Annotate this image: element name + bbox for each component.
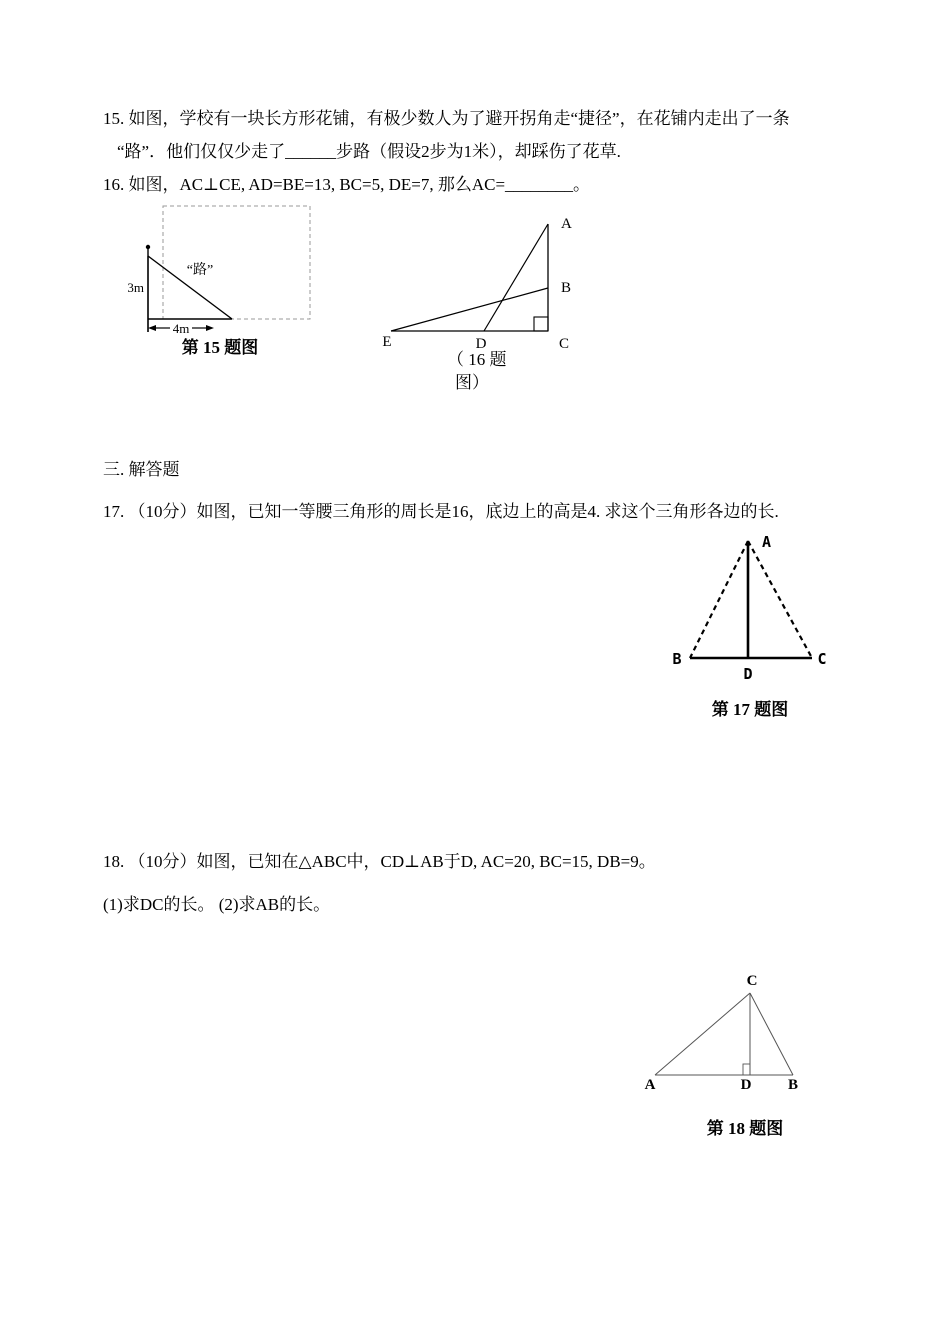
question-16-line1: 16. 如图，AC⊥CE, AD=BE=13, BC=5, DE=7, 那么AC=________。: [103, 175, 591, 194]
figure-15-diagram: [118, 196, 333, 341]
point-D-label: D: [743, 665, 753, 683]
point-A-label: A: [762, 533, 772, 551]
figure-16-caption-line2: 图）: [455, 373, 489, 392]
point-D-label: D: [740, 1077, 752, 1092]
figure-17-caption: 第 17 题图: [711, 700, 789, 719]
question-18-line2: (1)求DC的长。 (2)求AB的长。: [103, 895, 331, 914]
question-15-line2: “路”．他们仅仅少走了______步路（假设2步为1米），却踩伤了花草.: [117, 142, 621, 161]
point-C-label: C: [817, 650, 827, 668]
dimension-arrow-left-icon: [148, 325, 156, 331]
segment-AC-dashed: [748, 541, 812, 658]
point-D-label: D: [475, 336, 487, 352]
point-C-label: C: [559, 336, 570, 352]
segment-AD: [484, 224, 548, 331]
figure-17-diagram: [650, 528, 860, 683]
question-18-line1: 18. （10分）如图，已知在△ABC中，CD⊥AB于D, AC=20, BC=15, DB=9。: [103, 852, 656, 871]
right-angle-mark: [534, 317, 548, 331]
figure-18-caption: 第 18 题图: [706, 1119, 784, 1138]
segment-CB: [750, 993, 793, 1075]
figure-16-diagram: [375, 208, 610, 358]
segment-AB-dashed: [690, 541, 748, 658]
question-15-line1: 15. 如图，学校有一块长方形花铺，有极少数人为了避开拐角走“捷径”，在花铺内走出了一条: [103, 109, 790, 128]
point-C-label: C: [746, 973, 758, 989]
dimension-arrow-right-icon: [206, 325, 214, 331]
figure-18-diagram: [628, 972, 838, 1092]
right-angle-mark: [743, 1064, 750, 1075]
segment-EB: [391, 288, 548, 331]
point-B-label: B: [672, 650, 682, 668]
question-17-line1: 17. （10分）如图，已知一等腰三角形的周长是16，底边上的高是4. 求这个三角形各边的长.: [103, 502, 779, 521]
figure-16-caption-line1: （ 16 题: [447, 350, 507, 369]
point-B-label: B: [787, 1077, 799, 1092]
point-A-label: A: [561, 216, 572, 232]
road-label: “路”: [186, 263, 214, 278]
figure-15-caption: 第 15 题图: [181, 338, 259, 357]
stake-mark-icon: [146, 245, 150, 249]
width-4m-label: 4m: [172, 321, 190, 336]
height-3m-label: 3m: [127, 280, 144, 295]
flowerbed-dashed-rectangle: [163, 206, 310, 319]
section-3-heading: 三. 解答题: [103, 460, 180, 479]
point-B-label: B: [561, 280, 572, 296]
point-A-label: A: [644, 1077, 656, 1092]
point-E-label: E: [382, 334, 392, 350]
segment-AC: [655, 993, 750, 1075]
